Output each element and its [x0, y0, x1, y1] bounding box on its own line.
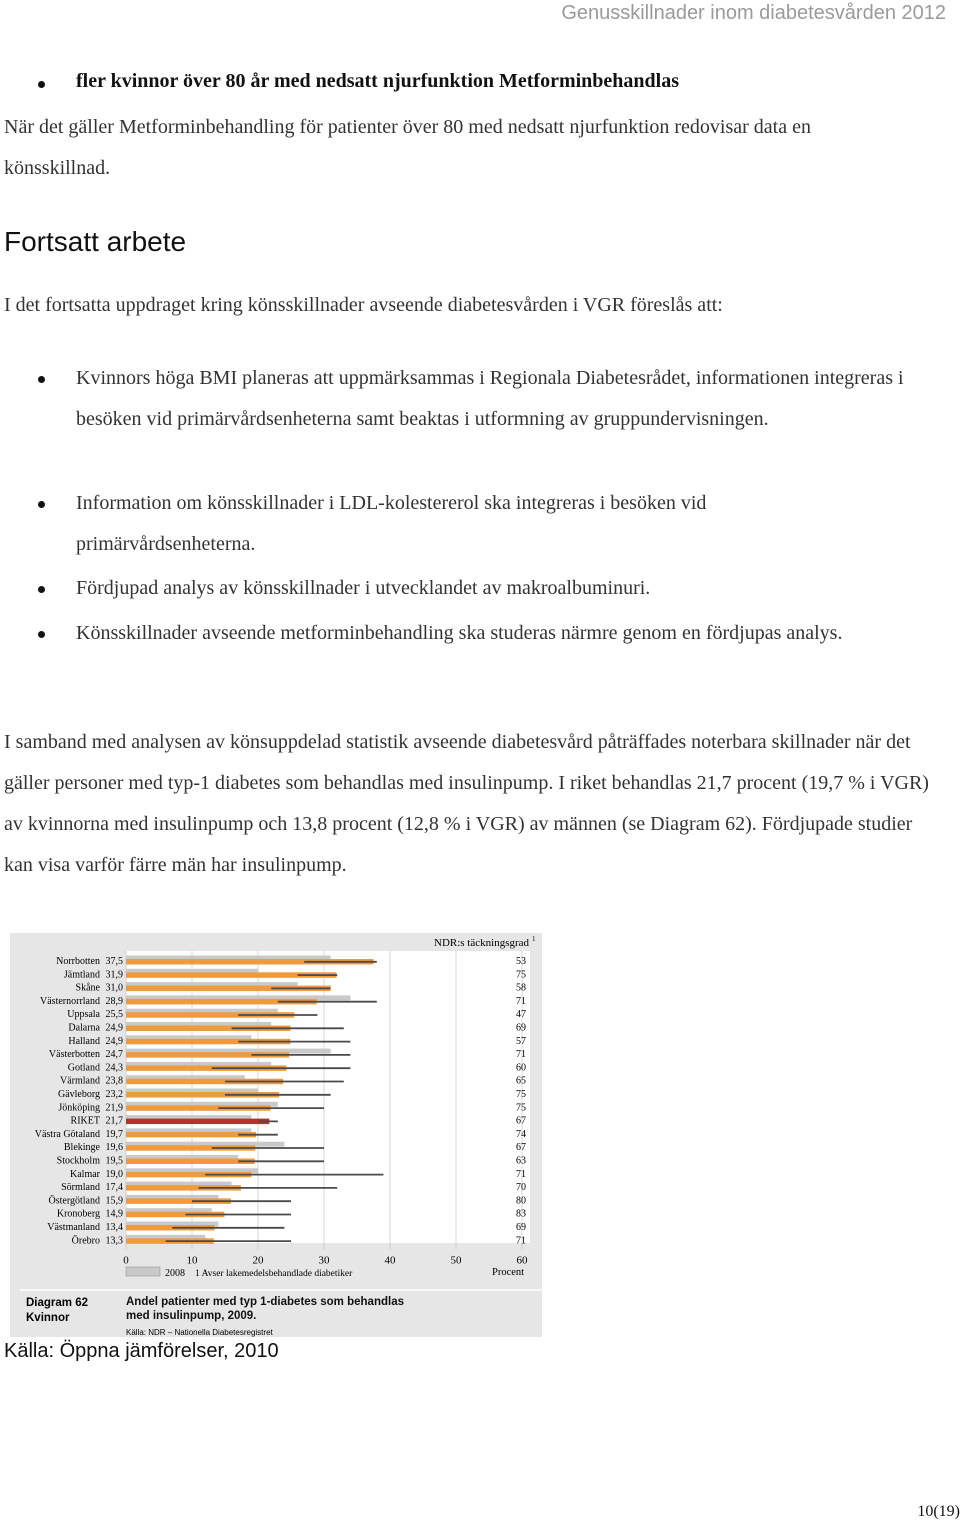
insulin-pump-chart — [10, 933, 542, 1337]
coverage-value: 65 — [516, 1075, 526, 1087]
bullet-item — [38, 613, 926, 654]
bullet-dot-icon — [38, 586, 45, 593]
x-tick-label: 60 — [516, 1254, 528, 1267]
value-label: 19,7 — [105, 1128, 123, 1140]
coverage-value: 70 — [516, 1182, 526, 1194]
category-label: Uppsala — [67, 1009, 100, 1021]
category-label: Skåne — [75, 982, 100, 994]
value-label: 15,9 — [105, 1195, 123, 1207]
category-label: Örebro — [71, 1235, 100, 1247]
bullet-text: Könsskillnader avseende metforminbehandling ska studeras närmre genom en fördjupas analys. — [76, 622, 843, 644]
diagram-subgroup: Kvinnor — [26, 1312, 70, 1324]
bullet-text: Fördjupad analys av könsskillnader i utvecklandet av makroalbuminuri. — [76, 577, 651, 599]
legend-note: 1 Avser lakemedelsbehandlade diabetiker — [195, 1269, 353, 1279]
bullet-dot-icon — [38, 376, 45, 383]
category-label: Västra Götaland — [34, 1128, 100, 1140]
coverage-value: 69 — [516, 1022, 526, 1034]
bullet-dot-icon — [38, 81, 45, 88]
intro-bullet — [38, 70, 679, 93]
category-label: Gotland — [67, 1062, 100, 1074]
x-tick-label: 30 — [318, 1254, 330, 1267]
bar-2009 — [126, 1132, 256, 1138]
bar-2009 — [126, 1119, 269, 1125]
value-label: 21,9 — [105, 1102, 123, 1114]
coverage-value: 63 — [516, 1155, 526, 1167]
body-paragraph: I samband med analysen av könsuppdelad statistik avseende diabetesvård påträffades noterbara skillnader när det gäller personer med typ-1 diabetes som behandlas med insulinpump. I riket behandlas 21,7 procent (19,7 % i VGR) av kvinnorna med insulinpump och 13,8 procent (12,8 % i VGR) av männen (se Diagram 62). Fördjupade studier kan visa varför färre män har insulinpump. — [4, 731, 929, 876]
intro-bullet-text: fler kvinnor över 80 år med nedsatt njurfunktion Metforminbehandlas — [76, 70, 679, 92]
category-label: Kalmar — [70, 1168, 100, 1180]
category-label: Gävleborg — [57, 1089, 100, 1100]
bullet-dot-icon — [38, 631, 45, 638]
coverage-value: 69 — [516, 1222, 526, 1233]
section-heading: Fortsatt arbete — [4, 226, 187, 257]
chart-source-note: Källa: NDR – Nationella Diabetesregistret — [126, 1328, 273, 1337]
coverage-value: 67 — [516, 1115, 526, 1127]
legend-2008-swatch — [126, 1267, 160, 1276]
value-label: 24,9 — [105, 1035, 123, 1047]
chart-title: Andel patienter med typ 1-diabetes som behandlas med insulinpump, 2009. — [126, 1296, 404, 1322]
value-label: 23,8 — [105, 1075, 123, 1087]
x-tick-label: 40 — [384, 1254, 396, 1267]
value-label: 24,3 — [105, 1062, 123, 1074]
diagram-label: Diagram 62 — [26, 1297, 89, 1309]
bar-2009 — [126, 1159, 255, 1165]
value-label: 14,9 — [105, 1208, 123, 1220]
value-label: 24,9 — [105, 1022, 123, 1034]
coverage-value: 71 — [516, 1049, 526, 1061]
category-label: Norrbotten — [56, 956, 100, 967]
value-label: 37,5 — [105, 956, 123, 967]
coverage-value: 75 — [516, 1102, 526, 1114]
value-label: 19,5 — [105, 1155, 123, 1167]
value-label: 13,3 — [105, 1235, 123, 1247]
coverage-value: 60 — [516, 1062, 526, 1074]
category-label: Halland — [68, 1035, 100, 1047]
category-label: Jämtland — [63, 969, 100, 981]
x-tick-label: 10 — [186, 1254, 198, 1267]
coverage-value: 47 — [516, 1009, 526, 1021]
category-label: Östergötland — [48, 1195, 100, 1207]
category-label: Stockholm — [56, 1155, 100, 1167]
value-label: 31,0 — [105, 982, 123, 994]
value-label: 25,5 — [105, 1009, 123, 1021]
category-label: Jönköping — [58, 1102, 100, 1114]
x-axis-label: Procent — [492, 1267, 525, 1278]
coverage-header: NDR:s täckningsgrad — [434, 937, 530, 949]
source-caption: Källa: Öppna jämförelser, 2010 — [4, 1340, 279, 1362]
category-label: Dalarna — [68, 1022, 100, 1034]
value-label: 31,9 — [105, 969, 123, 981]
x-tick-label: 0 — [123, 1254, 129, 1267]
bullet-dot-icon — [38, 501, 45, 508]
running-header: Genusskillnader inom diabetesvården 2012 — [561, 2, 946, 24]
category-label: Västmanland — [47, 1222, 100, 1233]
intro-text-1: När det gäller Metforminbehandling för patienter över 80 med nedsatt njurfunktion redovisar data en — [4, 116, 811, 138]
coverage-value: 83 — [516, 1208, 526, 1220]
category-label: Blekinge — [63, 1142, 100, 1154]
category-label: RIKET — [70, 1115, 100, 1127]
value-label: 13,4 — [105, 1222, 123, 1233]
value-label: 19,0 — [105, 1168, 123, 1180]
bullet-item — [38, 358, 916, 440]
x-tick-label: 20 — [252, 1254, 264, 1267]
bullet-item — [38, 568, 916, 609]
value-label: 19,6 — [105, 1142, 123, 1154]
coverage-value: 71 — [516, 995, 526, 1007]
category-label: Kronoberg — [56, 1208, 100, 1220]
category-label: Sörmland — [61, 1182, 100, 1194]
coverage-value: 67 — [516, 1142, 526, 1154]
coverage-value: 53 — [516, 956, 526, 967]
diagram-62 — [10, 933, 542, 1337]
coverage-header-sup: 1 — [532, 935, 536, 943]
bullet-text: Kvinnors höga BMI planeras att uppmärksammas i Regionala Diabetesrådet, informationen integreras i besöken vid primärvårdsenheterna samt beaktas i utformning av gruppundervisningen. — [76, 367, 904, 430]
x-tick-label: 50 — [450, 1254, 462, 1267]
legend-2008-label: 2008 — [165, 1268, 185, 1279]
page-number: 10(19) — [917, 1503, 960, 1520]
value-label: 23,2 — [105, 1089, 123, 1100]
category-label: Västerbotten — [48, 1049, 100, 1061]
value-label: 24,7 — [105, 1049, 123, 1061]
coverage-value: 75 — [516, 969, 526, 981]
coverage-value: 75 — [516, 1089, 526, 1100]
coverage-value: 57 — [516, 1035, 526, 1047]
value-label: 28,9 — [105, 995, 123, 1007]
category-label: Västernorrland — [40, 995, 100, 1007]
coverage-value: 58 — [516, 982, 526, 994]
coverage-value: 71 — [516, 1235, 526, 1247]
intro-text-2: könsskillnad. — [4, 157, 111, 179]
chart-title-box — [126, 1295, 426, 1329]
section-lead: I det fortsatta uppdraget kring könsskillnader avseende diabetesvården i VGR föreslås att: — [4, 294, 723, 316]
bullet-item — [38, 483, 866, 565]
category-label: Värmland — [60, 1075, 100, 1087]
value-label: 21,7 — [105, 1115, 123, 1127]
coverage-value: 74 — [516, 1128, 526, 1140]
coverage-value: 80 — [516, 1195, 526, 1207]
bullet-text: Information om könsskillnader i LDL-kolestererol ska integreras i besöken vid primärvårdsenheterna. — [76, 492, 707, 555]
value-label: 17,4 — [105, 1182, 123, 1194]
coverage-value: 71 — [516, 1168, 526, 1180]
